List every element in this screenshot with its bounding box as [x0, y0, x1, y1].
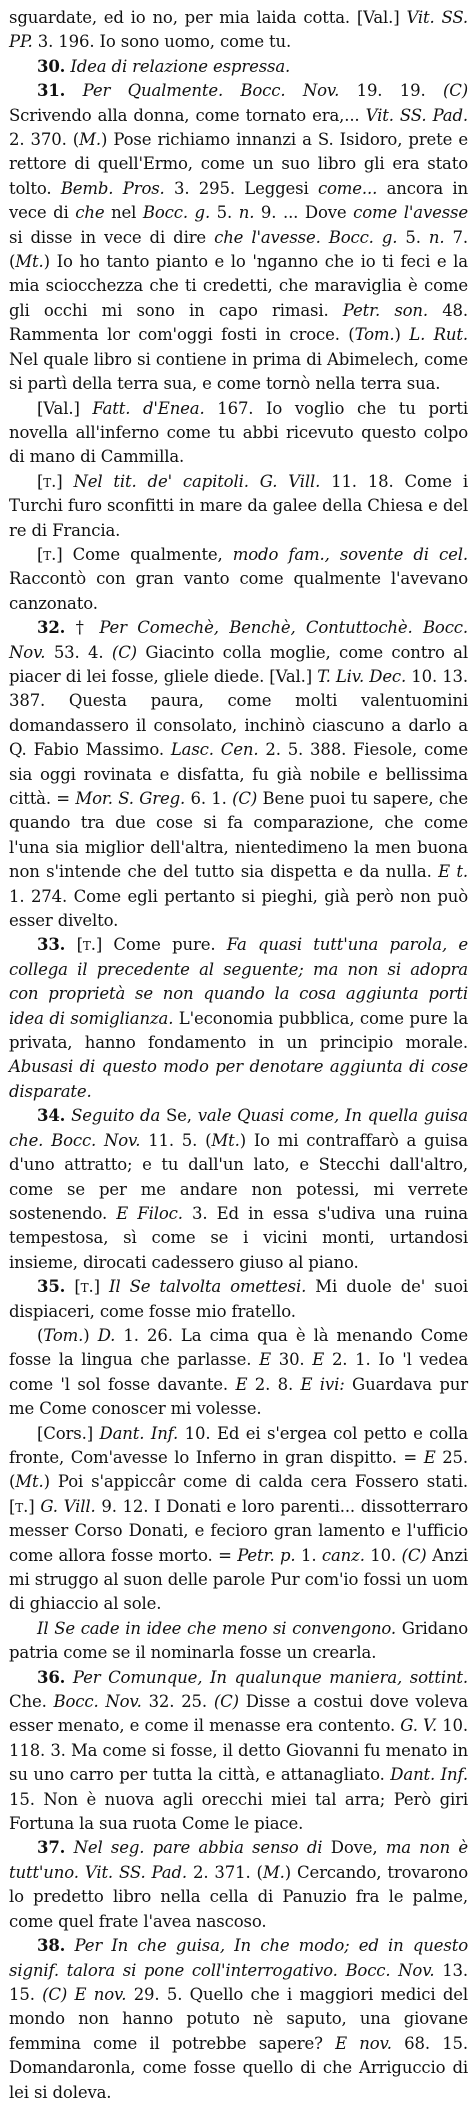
entry-paragraph: [t.] Come qualmente, modo fam., sovente di cel. Raccontò con gran vanto come qualmente l'avevano canzonato. — [9, 544, 468, 613]
entry-paragraph: 31. Per Qualmente. Bocc. Nov. 19. 19. (C) Scrivendo alla donna, come tornato era,... Vit. SS. Pad. 2. 370. (M.) Pose richiamo innanzi a S. Isidoro, prete e rettore di quell'Ermo, come un suo libro gli era stato tolto. Bemb. Pros. 3. 295. Leggesi come... ancora in vece di che nel Bocc. g. 5. n. 9. ... Dove come l'avesse si disse in vece di dire che l'avesse. Bocc. g. 5. n. 7. (Mt.) Io ho tanto pianto e lo 'nganno che io ti feci e la mia sciocchezza che ti credetti, che maraviglia è come gli occhi mi sono in capo rimasi. Petr. son. 48. Rammenta lor com'oggi fosti in croce. (Tom.) L. Rut. Nel quale libro si contiene in prima di Abimelech, come si partì della terra sua, e come tornò nella terra sua. — [9, 81, 468, 394]
entry-paragraph: sguardate, ed io no, per mia laida cotta. [Val.] Vit. SS. PP. 3. 196. Io sono uomo, come tu. — [9, 8, 468, 52]
entry-paragraph: 37. Nel seg. pare abbia senso di Dove, ma non è tutt'uno. Vit. SS. Pad. 2. 371. (M.) Cercando, trovarono lo predetto libro nella cella di Panuzio fra le palme, come quel frate l'avea nascoso. — [9, 1838, 468, 1931]
entry-paragraph: [Cors.] Dant. Inf. 10. Ed ei s'ergea col petto e colla fronte, Com'avesse lo Inferno in gran dispitto. = E 25. (Mt.) Poi s'appiccâr come di calda cera Fossero stati. [t.] G. Vill. 9. 12. I Donati e loro parenti... dissotterraro messer Corso Donati, e fecioro gran lamento e l'ufficio come allora fosse morto. = Petr. p. 1. canz. 10. (C) Anzi mi struggo al suon delle parole Pur com'io fossi un uom di ghiaccio al sole. — [9, 1423, 469, 1614]
entry-paragraph: [Val.] Fatt. d'Enea. 167. Io voglio che tu porti novella all'inferno come tu abbi ricevuto questo colpo di mano di Cammilla. — [9, 398, 468, 467]
entry-paragraph: (Tom.) D. 1. 26. La cima qua è là menando Come fosse la lingua che parlasse. E 30. E 2. 1. Io 'l vedea come 'l sol fosse davante. E 2. 8. E ivi: Guardava pur me Come conoscer mi volesse. — [9, 1325, 469, 1419]
entry-paragraph: 30. Idea di relazione espressa. — [37, 56, 291, 76]
entry-paragraph: 32. † Per Comechè, Benchè, Contuttochè. Bocc. Nov. 53. 4. (C) Giacinto colla moglie, come contro al piacer di lei fosse, gliele diede. [Val.] T. Liv. Dec. 10. 13. 387. Questa paura, come molti valentuomini domandassero il consolato, inchinò ciascuno a darlo a Q. Fabio Massimo. Lasc. Cen. 2. 5. 388. Fiesole, come sia oggi rovinata e disfatta, fu già nobile e bellissima città. = Mor. S. Greg. 6. 1. (C) Bene puoi tu sapere, che quando tra due cose si fa comparazione, che come l'una sia miglior dell'altra, nientedimeno la men buona non s'intende che del tutto sia dispetta e da nulla. E t. 1. 274. Come egli pertanto si pieghi, già però non può esser divelto. — [9, 618, 469, 931]
entry-paragraph: [t.] Nel tit. de' capitoli. G. Vill. 11. 18. Come i Turchi furo sconfitti in mare da galee della Chiesa e del re di Francia. — [9, 471, 468, 540]
entry-paragraph: 34. Seguito da Se, vale Quasi come, In quella guisa che. Bocc. Nov. 11. 5. (Mt.) Io mi contraffarò a guisa d'uno attratto; e tu dall'un lato, e Stecchi dall'altro, come se per me andare non potessi, mi verrete sostenendo. E Filoc. 3. Ed in essa s'udiva una ruina tempestosa, sì come se i vicini monti, urtandosi insieme, dirocati cadessero giuso al piano. — [9, 1106, 468, 1272]
entry-paragraph: 35. [t.] Il Se talvolta omettesi. Mi duole de' suoi dispiaceri, come fosse mio fratello. — [9, 1277, 468, 1321]
entry-paragraph: 33. [t.] Come pure. Fa quasi tutt'una parola, e collega il precedente al seguente; ma non si adopra con proprietà se non quando la cosa aggiunta porti idea di somiglianza. L'economia pubblica, come pure la privata, hanno fondamento in un principio morale. Abusasi di questo modo per denotare aggiunta di cose disparate. — [9, 935, 469, 1101]
entry-paragraph: 38. Per In che guisa, In che modo; ed in questo signif. talora si pone coll'interrogativo. Bocc. Nov. 13. 15. (C) E nov. 29. 5. Quello che i maggiori medici del mondo non hanno potuto nè saputo, una giovane femmina come il potrebbe sapere? E nov. 68. 15. Domandaronla, come fosse quello di che Arriguccio di lei si doleva. — [9, 1936, 468, 2102]
entry-paragraph: 36. Per Comunque, In qualunque maniera, sottint. Che. Bocc. Nov. 32. 25. (C) Disse a costui dove voleva esser menato, e come il menasse era contento. G. V. 10. 118. 3. Ma come si fosse, il detto Giovanni fu menato in su uno carro per tutta la città, e attanagliato. Dant. Inf. 15. Non è nuova agli orecchi miei tal arra; Però giri Fortuna la sua ruota Come le piace. — [9, 1667, 468, 1834]
entry-paragraph: Il Se cade in idee che meno si convengono. Gridano patria come se il nominarla fosse un crearla. — [9, 1618, 468, 1663]
